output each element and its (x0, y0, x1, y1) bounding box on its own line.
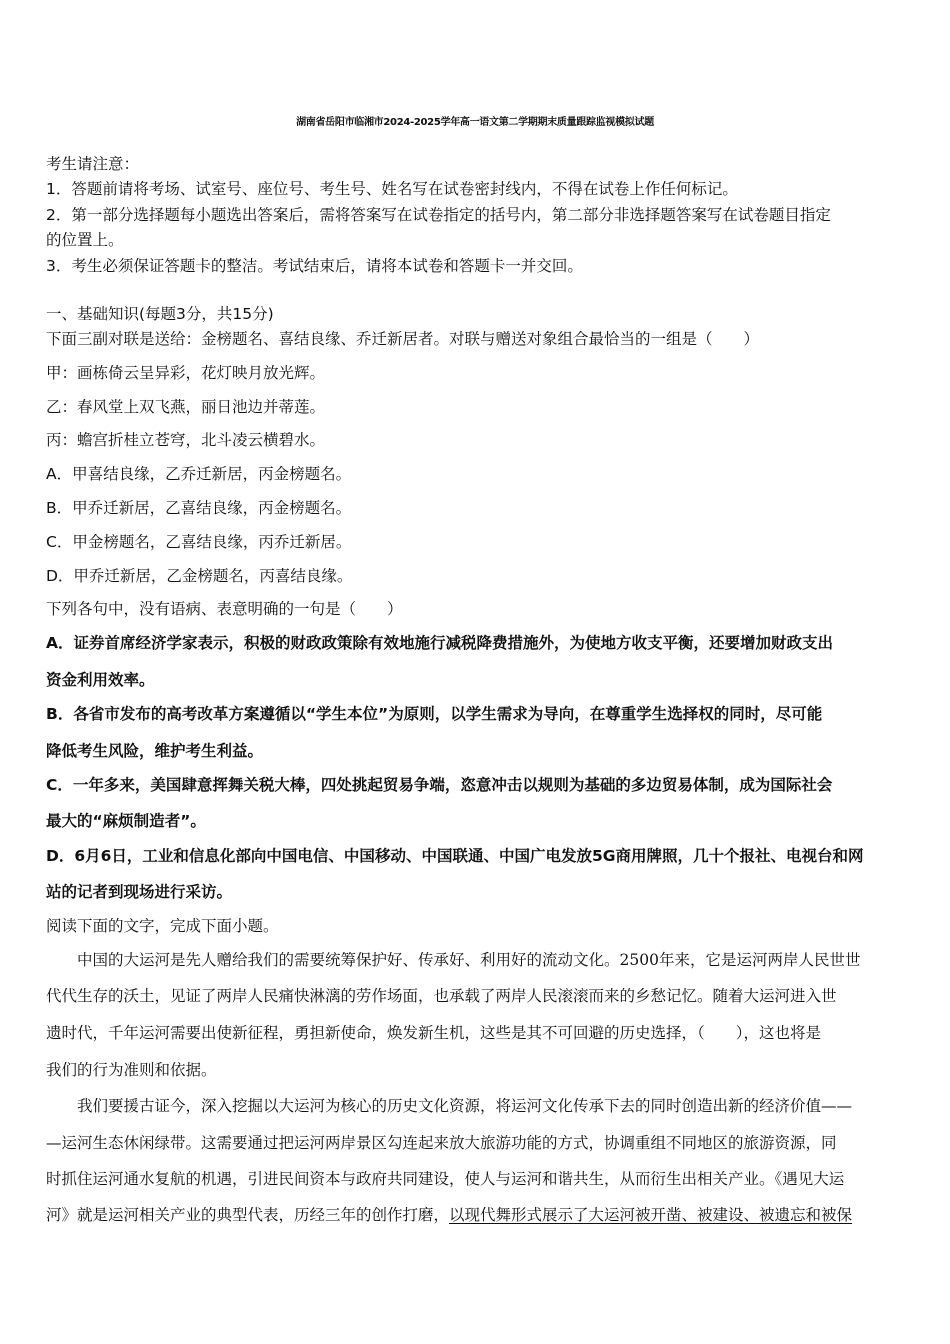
passage-line: —运河生态休闲绿带。这需要通过把运河两岸景区勾连起来放大旅游功能的方式，协调重组不同地区的旅游资源，同 (46, 1134, 837, 1152)
passage-line: 遗时代，千年运河需要出使新征程，勇担新使命，焕发新生机，这些是其不可回避的历史选择，（ ），这也将是 (46, 1024, 822, 1042)
answer-option: D．甲乔迁新居，乙金榜题名，丙喜结良缘。 (46, 567, 353, 585)
answer-option-cont: 最大的“麻烦制造者”。 (46, 812, 206, 830)
section-heading: 一、基础知识(每题3分，共15分) (46, 305, 274, 323)
notice-heading: 考生请注意： (46, 155, 140, 173)
answer-option-cont: 资金利用效率。 (46, 671, 155, 689)
couplet-line: 甲：画栋倚云呈异彩，花灯映月放光辉。 (46, 364, 326, 382)
couplet-line: 乙：春风堂上双飞燕，丽日池边并蒂莲。 (46, 398, 326, 416)
answer-option: C．一年多来，美国肆意挥舞关税大棒，四处挑起贸易争端，恣意冲击以规则为基础的多边贸易体制，成为国际社会 (46, 776, 833, 794)
passage-line: 中国的大运河是先人赠给我们的需要统筹保护好、传承好、利用好的流动文化。2500年来，它是运河两岸人民世世 (46, 951, 861, 969)
passage-line: 代代生存的沃土，见证了两岸人民痛快淋漓的劳作场面，也承载了两岸人民滚滚而来的乡愁记忆。随着大运河进入世 (46, 987, 837, 1005)
passage-line: 我们的行为准则和依据。 (46, 1061, 217, 1079)
underlined-sentence: 以现代舞形式展示了大运河被开凿、被建设、被遗忘和被保 (449, 1206, 853, 1224)
notice-item: 3．考生必须保证答题卡的整洁。考试结束后，请将本试卷和答题卡一并交回。 (46, 257, 583, 275)
notice-item: 的位置上。 (46, 231, 124, 249)
passage-text: 河》就是运河相关产业的典型代表，历经三年的创作打磨， (46, 1206, 450, 1224)
notice-item: 2．第一部分选择题每小题选出答案后，需将答案写在试卷指定的括号内，第二部分非选择题答案写在试卷题目指定 (46, 206, 831, 224)
answer-option-cont: 站的记者到现场进行采访。 (46, 883, 233, 901)
page-title: 湖南省岳阳市临湘市2024-2025学年高一语文第二学期期末质量跟踪监视模拟试题 (296, 117, 654, 128)
answer-option: B．甲乔迁新居，乙喜结良缘，丙金榜题名。 (46, 499, 352, 517)
passage-line: 我们要援古证今，深入挖掘以大运河为核心的历史文化资源，将运河文化传承下去的同时创造出新的经济价值—— (46, 1097, 853, 1115)
answer-option-cont: 降低考生风险，维护考生利益。 (46, 742, 264, 760)
notice-item: 1．答题前请将考场、试室号、座位号、考生号、姓名写在试卷密封线内，不得在试卷上作任何标记。 (46, 180, 738, 198)
passage-line (46, 1203, 852, 1225)
reading-intro: 阅读下面的文字，完成下面小题。 (46, 917, 279, 935)
answer-option: C．甲金榜题名，乙喜结良缘，丙乔迁新居。 (46, 533, 352, 551)
answer-option: A．证券首席经济学家表示，积极的财政政策除有效地施行减税降费措施外，为使地方收支平衡，还要增加财政支出 (46, 634, 833, 652)
answer-option: D．6月6日，工业和信息化部向中国电信、中国移动、中国联通、中国广电发放5G商用牌照，几十个报社、电视台和网 (46, 847, 864, 865)
couplet-line: 丙：蟾宫折桂立苍穹，北斗凌云横碧水。 (46, 431, 326, 449)
question-stem: 下面三副对联是送给：金榜题名、喜结良缘、乔迁新居者。对联与赠送对象组合最恰当的一组是（ ） (46, 330, 760, 348)
passage-line: 时抓住运河通水复航的机遇，引进民间资本与政府共同建设，使人与运河和谐共生，从而衍生出相关产业。《遇见大运 (46, 1170, 845, 1188)
answer-option: A．甲喜结良缘，乙乔迁新居，丙金榜题名。 (46, 465, 352, 483)
question-stem: 下列各句中，没有语病、表意明确的一句是（ ） (46, 600, 403, 618)
answer-option: B．各省市发布的高考改革方案遵循以“学生本位”为原则，以学生需求为导向，在尊重学生选择权的同时，尽可能 (46, 705, 823, 723)
